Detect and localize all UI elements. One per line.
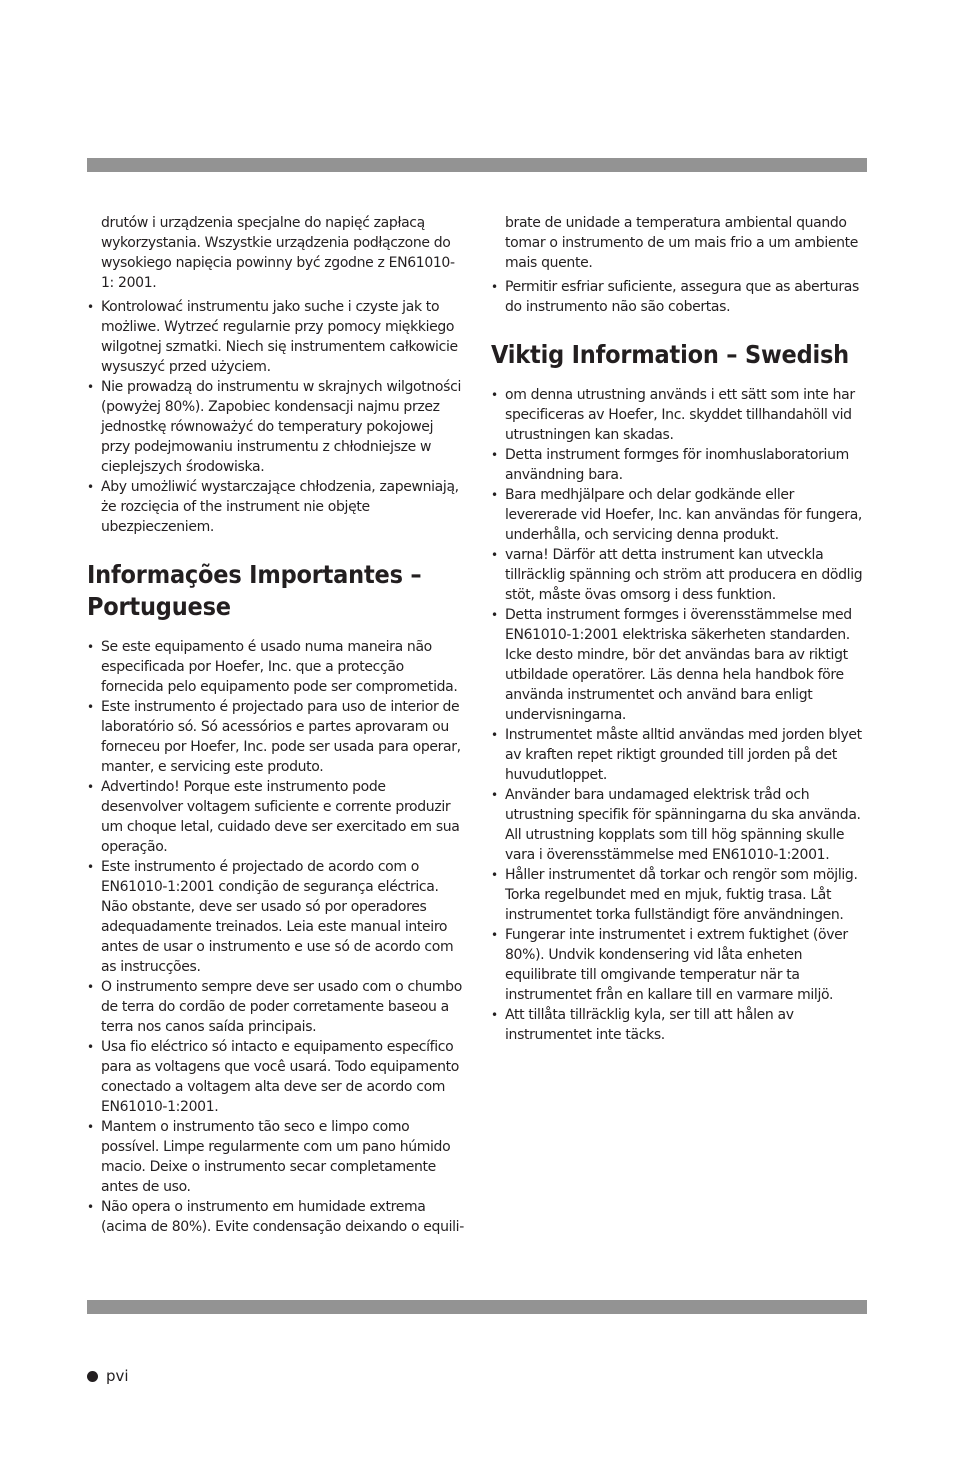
bullet-icon: • [87,480,94,494]
bullet-icon: • [87,700,94,714]
bullet-icon: • [87,1200,94,1214]
list-item: • Kontrolować instrumentu jako suche i czyste jak to możliwe. Wytrzeć regularnie przy pomocy miękkiego wilgotnej szmatki. Niech się instrumentem całkowicie wysuszyć przed użyciem. [87,299,458,375]
bullet-icon: • [491,448,498,462]
list-item: • Använder bara undamaged elektrisk tråd och utrustning specifik för spänningarna du ska använda. All utrustning kopplats som till hög spänning skulle vara i överensstämmelse med EN61010-1:2001. [491,787,861,863]
polish-safety-list [87,297,465,537]
list-item: • Se este equipamento é usado numa maneira não especificada por Hoefer, Inc. que a protecção fornecida pelo equipamento pode ser comprometida. [87,639,458,695]
bullet-icon: • [491,608,498,622]
bullet-icon: • [87,1040,94,1054]
portuguese-safety-list-continued [491,277,869,317]
swedish-safety-list [491,385,869,1045]
list-item: • Advertindo! Porque este instrumento pode desenvolver voltagem suficiente e corrente produzir um choque letal, cuidado deve ser exercitado em sua operação. [87,779,460,855]
list-item: • Håller instrumentet då torkar och rengör som möjlig. Torka regelbundet med en mjuk, fuktig trasa. Låt instrumentet torka fullständigt före användningen. [491,867,858,923]
page-footer [87,1367,129,1385]
portuguese-heading: Informações Importantes – Portuguese [87,560,422,621]
list-item: • Att tillåta tillräcklig kyla, ser till att hålen av instrumentet inte täcks. [491,1007,794,1043]
list-item: • varna! Därför att detta instrument kan utveckla tillräcklig spänning och ström att producera en dödlig stöt, måste övas omsorg i dess funktion. [491,547,863,603]
bullet-icon: • [491,1008,498,1022]
list-item: • Bara medhjälpare och delar godkände eller levererade vid Hoefer, Inc. kan användas för fungera, underhålla, och servicing denna produkt. [491,487,863,543]
bullet-icon: • [87,300,94,314]
bullet-icon: • [87,380,94,394]
bullet-icon: • [87,1120,94,1134]
list-item: • O instrumento sempre deve ser usado com o chumbo de terra do cordão de poder corretamente baseou a terra nos canos saída principais. [87,979,462,1035]
bullet-icon: • [491,280,498,294]
list-item: • Fungerar inte instrumentet i extrem fuktighet (över 80%). Undvik kondensering vid låta enheten equilibrate till omgivande temperatur när ta instrumentet från en kallare till en varmare miljö. [491,927,848,1003]
right-column [491,213,869,1045]
bullet-icon: • [491,788,498,802]
list-item: • Não opera o instrumento em humidade extrema (acima de 80%). Evite condensação deixando o equili- [87,1199,464,1235]
swedish-heading: Viktig Information – Swedish [491,340,849,369]
header-bar [87,158,867,172]
bullet-icon: • [491,728,498,742]
list-item: • Mantem o instrumento tão seco e limpo como possível. Limpe regularmente com um pano húmido macio. Deixe o instrumento secar completamente antes de uso. [87,1119,451,1195]
list-item: • Este instrumento é projectado para uso de interior de laboratório só. Só acessórios e partes aprovaram ou forneceu por Hoefer, Inc. pode ser usada para operar, manter, e servicing este produto. [87,699,461,775]
bullet-icon: • [491,488,498,502]
list-item: • Detta instrument formges i överensstämmelse med EN61010-1:2001 elektriska säkerheten standarden. Icke desto mindre, bör det användas bara av riktigt utbildade operatörer. Läs denna hela handbok före använda instrumentet och använd bara enligt undervisningarna. [491,607,852,723]
continued-paragraph: drutów i urządzenia specjalne do napięć zapłacą wykorzystania. Wszystkie urządzenia podłączone do wysokiego napięcia powinny być zgodne z EN61010-1: 2001. [101,215,455,291]
bullet-icon: • [491,388,498,402]
list-item: • Detta instrument formges för inomhuslaboratorium användning bara. [491,447,849,483]
bullet-dot-icon [87,1371,98,1382]
left-column [87,213,465,1237]
list-item: • Aby umożliwić wystarczające chłodzenia, zapewniają, że rozcięcia of the instrument nie objęte ubezpieczeniem. [87,479,459,535]
list-item: • om denna utrustning används i ett sätt som inte har specificeras av Hoefer, Inc. skyddet tillhandahöll vid utrustningen kan skadas. [491,387,855,443]
bullet-icon: • [87,640,94,654]
bullet-icon: • [87,780,94,794]
footer-bar [87,1300,867,1314]
list-item: • Este instrumento é projectado de acordo com o EN61010-1:2001 condição de segurança eléctrica. Não obstante, deve ser usado só por operadores adequadamente treinados. Leia este manual inteiro antes de usar o instrumento e use só de acordo com as instrucções. [87,859,454,975]
list-item: • Permitir esfriar suficiente, assegura que as aberturas do instrumento não são cobertas. [491,279,859,315]
bullet-icon: • [491,548,498,562]
continued-paragraph: brate de unidade a temperatura ambiental quando tomar o instrumento de um mais frio a um ambiente mais quente. [505,215,859,271]
bullet-icon: • [491,928,498,942]
list-item: • Usa fio eléctrico só intacto e equipamento específico para as voltagens que você usará. Todo equipamento conectado a voltagem alta deve ser de acordo com EN61010-1:2001. [87,1039,459,1115]
list-item: • Nie prowadzą do instrumentu w skrajnych wilgotności (powyżej 80%). Zapobiec kondensacji najmu przez jednostkę równoważyć do temperatury pokojowej przy podejmowaniu instrumentu z chłodniejsze w cieplejszych środowiska. [87,379,461,475]
bullet-icon: • [87,980,94,994]
bullet-icon: • [87,860,94,874]
list-item: • Instrumentet måste alltid användas med jorden blyet av kraften repet riktigt grounded till jorden på det huvudutloppet. [491,727,862,783]
page-number: pvi [106,1367,129,1385]
bullet-icon: • [491,868,498,882]
portuguese-safety-list [87,637,465,1237]
